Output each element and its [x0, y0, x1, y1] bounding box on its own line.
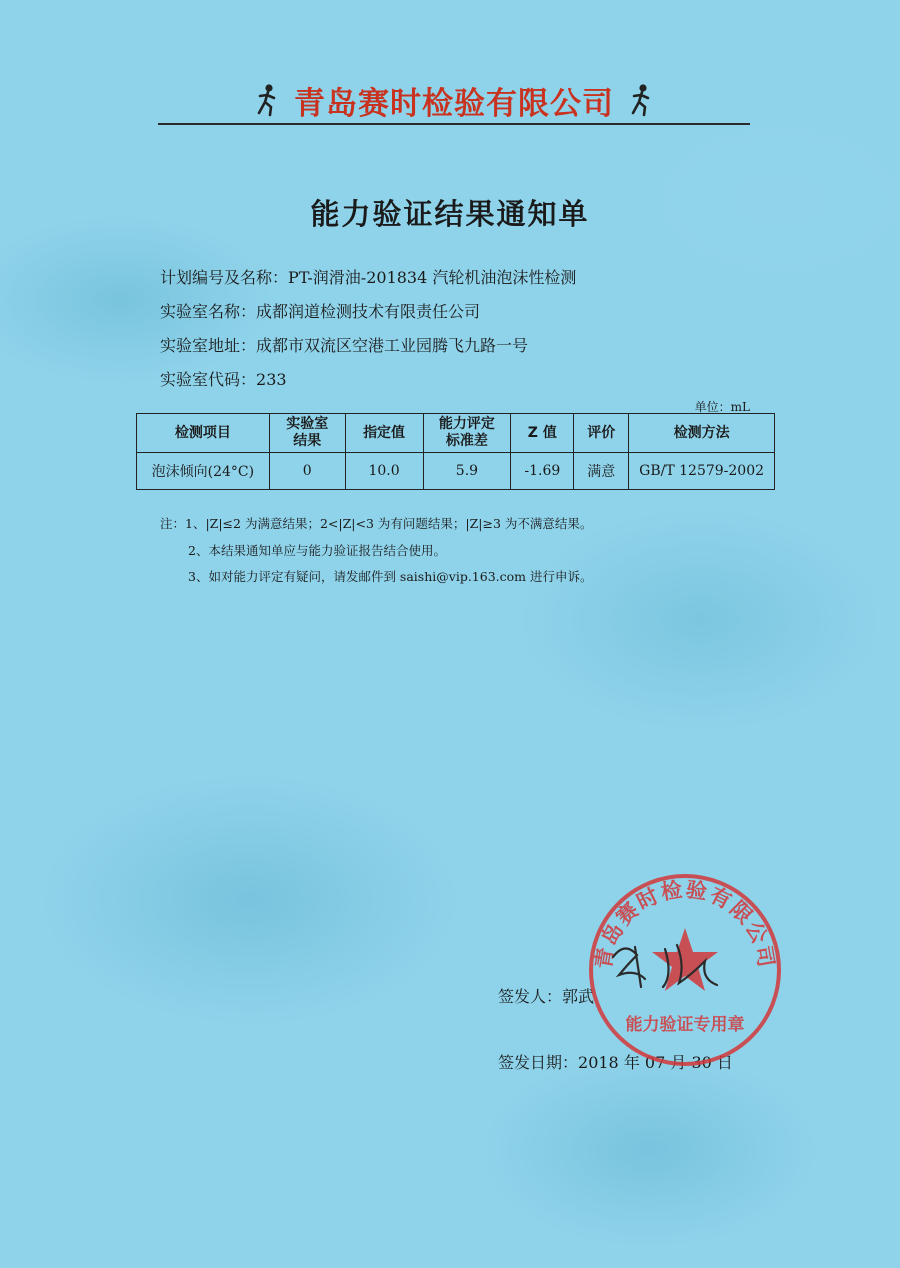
runner-icon — [254, 83, 280, 117]
plan-value: PT-润滑油-201834 汽轮机油泡沫性检测 — [288, 268, 577, 287]
lab-code-value: 233 — [256, 370, 287, 389]
note-3: 3、如对能力评定有疑问，请发邮件到 saishi@vip.163.com 进行申诉。 — [188, 569, 593, 584]
table-cell: 泡沫倾向(24°C) — [137, 453, 270, 490]
table-cell: -1.69 — [511, 453, 574, 490]
lab-address-line — [160, 336, 528, 356]
header-cell: 检测方法 — [629, 414, 775, 453]
header-cell: 检测项目 — [137, 414, 270, 453]
header-cell: 评价 — [574, 414, 629, 453]
table-cell: 0 — [269, 453, 345, 490]
results-table — [136, 413, 775, 490]
document-title: 能力验证结果通知单 — [310, 197, 590, 231]
letterhead — [158, 78, 750, 122]
issuer-name: 郭武 — [562, 987, 595, 1006]
table-cell: 满意 — [574, 453, 629, 490]
lab-name-label: 实验室名称： — [160, 302, 257, 321]
table-row — [137, 453, 775, 490]
table-cell: 5.9 — [423, 453, 511, 490]
lab-address-label: 实验室地址： — [160, 336, 257, 355]
issuer-label: 签发人： — [498, 987, 563, 1006]
table-cell: 10.0 — [345, 453, 423, 490]
handwritten-signature — [605, 935, 725, 995]
table-header-row — [137, 414, 775, 453]
plan-line — [160, 268, 576, 288]
header-divider — [158, 123, 750, 125]
note-1: 注：1、|Z|≤2 为满意结果；2<|Z|<3 为有问题结果；|Z|≥3 为不满意结果。 — [160, 516, 593, 531]
note-2: 2、本结果通知单应与能力验证报告结合使用。 — [188, 543, 446, 558]
header-cell: Z 值 — [511, 414, 574, 453]
lab-name-line — [160, 302, 480, 322]
seal-ring-text: 青岛赛时检验有限公司 — [591, 877, 779, 971]
plan-label: 计划编号及名称： — [160, 268, 289, 287]
issue-date-label: 签发日期： — [498, 1053, 579, 1072]
issue-date-value: 2018 年 07 月 30 日 — [578, 1053, 733, 1072]
unit-label: 单位：mL — [694, 400, 750, 414]
lab-code-label: 实验室代码： — [160, 370, 257, 389]
header-cell: 指定值 — [345, 414, 423, 453]
table-cell: GB/T 12579-2002 — [629, 453, 775, 490]
lab-name-value: 成都润道检测技术有限责任公司 — [256, 302, 481, 321]
lab-address-value: 成都市双流区空港工业园腾飞九路一号 — [256, 336, 529, 355]
header-cell: 能力评定 标准差 — [423, 414, 511, 453]
company-name: 青岛赛时检验有限公司 — [294, 85, 614, 122]
lab-code-line — [160, 370, 287, 390]
seal-bottom-text: 能力验证专用章 — [625, 1015, 745, 1035]
header-cell: 实验室 结果 — [269, 414, 345, 453]
runner-icon — [628, 83, 654, 117]
